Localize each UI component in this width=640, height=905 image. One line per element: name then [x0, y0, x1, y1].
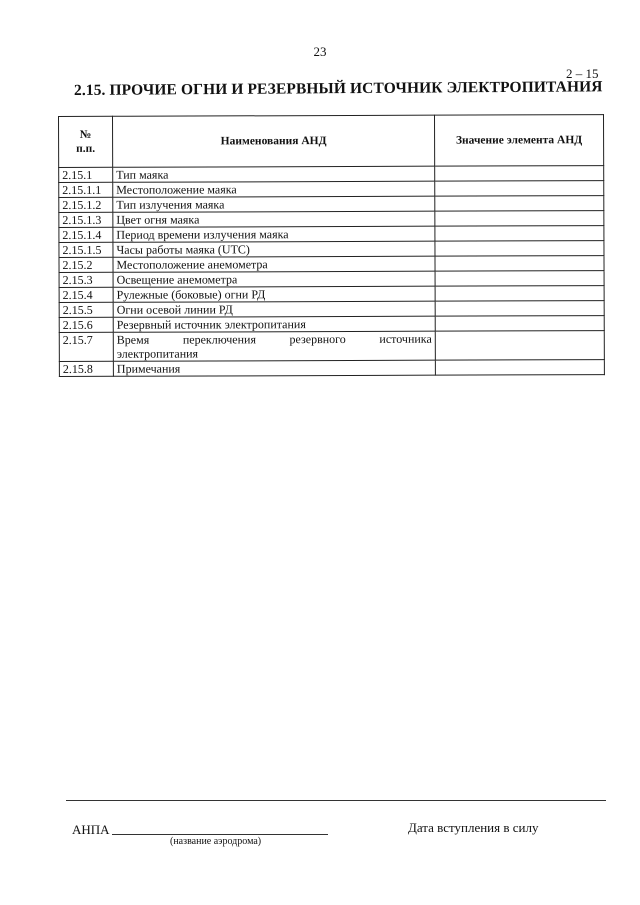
- row-value[interactable]: [435, 166, 604, 182]
- row-value[interactable]: [435, 226, 604, 242]
- row-number: 2.15.3: [59, 272, 113, 287]
- row-name: Тип маяка: [113, 166, 435, 182]
- row-name: Рулежные (боковые) огни РД: [113, 286, 435, 302]
- and-table-container: [58, 114, 605, 377]
- aerodrome-name-caption: (название аэродрома): [170, 836, 262, 847]
- row-number: 2.15.4: [59, 287, 113, 302]
- row-name: Огни осевой линии РД: [113, 301, 435, 317]
- row-value[interactable]: [435, 360, 604, 376]
- row-value[interactable]: [435, 211, 604, 227]
- row-number: 2.15.5: [59, 302, 113, 317]
- row-name: Местоположение анемометра: [113, 256, 435, 272]
- row-name: Резервный источник электропитания: [113, 316, 435, 332]
- table-row: [59, 331, 604, 362]
- page-number: 23: [313, 44, 327, 59]
- row-name: Местоположение маяка: [113, 181, 435, 197]
- header-number: [59, 116, 113, 167]
- row-value[interactable]: [435, 286, 604, 302]
- and-table: [58, 114, 605, 377]
- row-number: 2.15.6: [59, 317, 113, 332]
- effective-date-label: Дата вступления в силу: [408, 820, 539, 835]
- row-name: Цвет огня маяка: [113, 211, 435, 227]
- row-name-word: источника: [379, 331, 432, 346]
- row-name-line-2: электропитания: [116, 346, 199, 361]
- row-number: 2.15.1.3: [59, 212, 113, 227]
- row-name: [113, 331, 435, 361]
- row-number: 2.15.1: [59, 167, 113, 182]
- row-name: Примечания: [113, 360, 435, 376]
- row-value[interactable]: [435, 181, 604, 197]
- row-number: 2.15.1.1: [59, 182, 113, 197]
- row-name-line-1: [117, 332, 432, 347]
- table-row: [59, 360, 604, 377]
- row-name-word: переключения: [182, 332, 256, 347]
- footer-aip-label: АНПА: [72, 822, 110, 837]
- aerodrome-name-line: [112, 834, 328, 835]
- row-name: Тип излучения маяка: [113, 196, 435, 212]
- row-number: 2.15.2: [59, 257, 113, 272]
- header-value: Значение элемента АНД: [434, 115, 603, 167]
- row-number: 2.15.1.4: [59, 227, 113, 242]
- row-value[interactable]: [435, 301, 604, 317]
- row-name: Часы работы маяка (UTC): [113, 241, 435, 257]
- section-code: 2 – 15: [566, 66, 599, 81]
- section-title: 2.15. ПРОЧИЕ ОГНИ И РЕЗЕРВНЫЙ ИСТОЧНИК ЭЛЕКТРОПИТАНИЯ: [73, 78, 603, 99]
- row-number: 2.15.8: [59, 361, 113, 376]
- row-value[interactable]: [435, 316, 604, 332]
- row-value[interactable]: [435, 256, 604, 272]
- row-value[interactable]: [435, 196, 604, 212]
- row-name-word: Время: [116, 332, 150, 347]
- row-number: 2.15.1.2: [59, 197, 113, 212]
- row-name-word: резервного: [289, 331, 346, 347]
- row-number: 2.15.7: [59, 332, 113, 361]
- row-name: Период времени излучения маяка: [113, 226, 435, 242]
- header-number-abbr: п.п.: [76, 142, 96, 155]
- row-value[interactable]: [435, 331, 604, 361]
- header-name: Наименования АНД: [113, 115, 435, 167]
- row-value[interactable]: [435, 271, 604, 287]
- row-number: 2.15.1.5: [59, 242, 113, 257]
- row-name: Освещение анемометра: [113, 271, 435, 287]
- footer-divider: [66, 800, 606, 801]
- row-value[interactable]: [435, 241, 604, 257]
- header-number-sign: №: [79, 128, 92, 141]
- table-header-row: [59, 115, 604, 168]
